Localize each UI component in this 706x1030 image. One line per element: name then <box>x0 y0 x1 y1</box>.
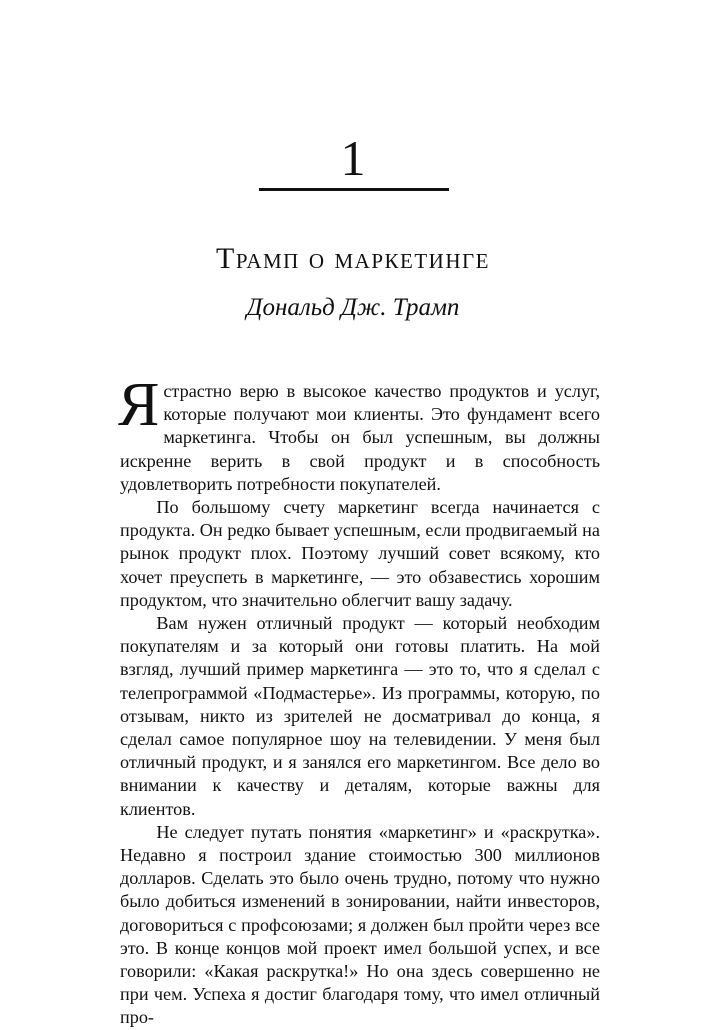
chapter-divider <box>259 188 449 191</box>
paragraph-4: Не следует путать понятия «маркетинг» и «раскрутка». Недавно я построил здание стоимостью 300 миллионов долларов. Сделать это было очень трудно, потому что нужно было добиться изменений в зонировании, найти инвесторов, договориться с профсоюзами; я должен был пройти через все это. В конце концов мой проект имел большой успех, и все говорили: «Какая раскрутка!» Но она здесь совершенно не при чем. Успеха я достиг благодаря тому, что имел отличный про- <box>120 821 600 1028</box>
paragraph-3: Вам нужен отличный продукт — который необходим покупателям и за который они готовы платить. На мой взгляд, лучший пример маркетинга — это то, что я сделал с телепрограммой «Подмастерье». Из программы, которую, по отзывам, никто из зрителей не досматривал до конца, я сделал самое популярное шоу на телевидении. У меня был отличный продукт, и я занялся его маркетингом. Все дело во внимании к качеству и деталям, которые важны для клиентов. <box>120 613 600 819</box>
chapter-author: Дональд Дж. Трамп <box>246 294 460 321</box>
chapter-number: 1 <box>340 130 366 186</box>
chapter-title: Трамп о маркетинге <box>216 242 490 275</box>
paragraph-1-text: страстно верю в высокое качество продуктов и услуг, которые получают мои клиенты. Это фундамент всего маркетинга. Чтобы он был успешным, вы должны искренне верить в свой продукт и в способность удовлетворить потребности покупателей. <box>120 381 600 494</box>
drop-cap: Я <box>118 371 160 439</box>
paragraph-1 <box>118 371 600 496</box>
chapter-body <box>118 371 600 1030</box>
paragraph-2: По большому счету маркетинг всегда начинается с продукта. Он редко бывает успешным, если продвигаемый на рынок продукт плох. Поэтому лучший совет всякому, кто хочет преуспеть в маркетинге, — это обзавестись хорошим продуктом, что значительно облегчит вашу задачу. <box>120 497 600 610</box>
